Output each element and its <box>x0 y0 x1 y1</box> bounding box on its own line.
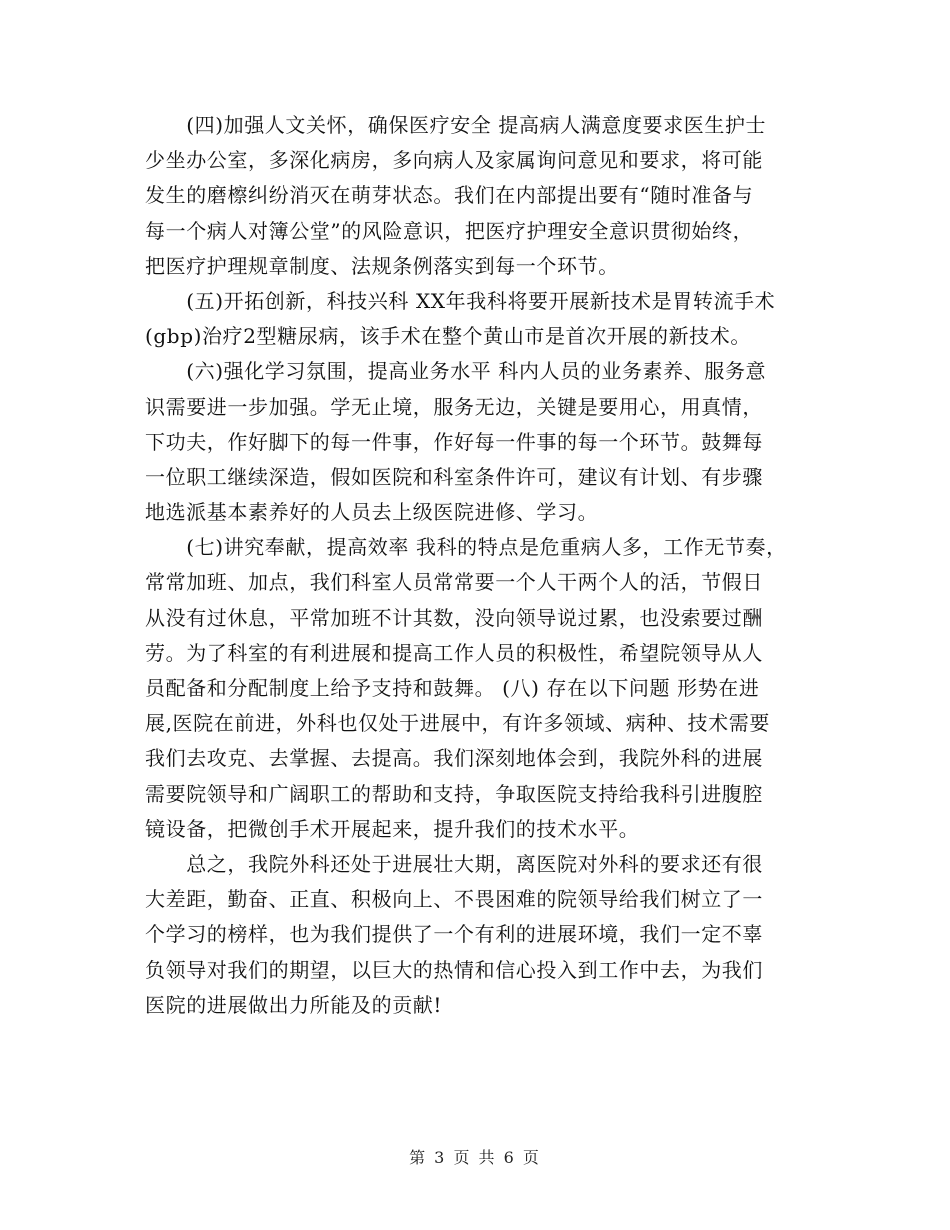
text-line: 每一个病人对簿公堂”的风险意识，把医疗护理安全意识贯彻始终， <box>145 218 754 243</box>
text-line: 从没有过休息，平常加班不计其数，没向领导说过累，也没索要过酬 <box>145 605 763 630</box>
text-line: 大差距，勤奋、正直、积极向上、不畏困难的院领导给我们树立了一 <box>145 887 763 912</box>
text-line: 展,医院在前进，外科也仅处于进展中，有许多领域、病种、技术需要 <box>145 711 770 736</box>
text-line: 下功夫，作好脚下的每一件事，作好每一件事的每一个环节。鼓舞每 <box>145 429 763 454</box>
document-body <box>145 108 830 1023</box>
text-line: (五)开拓创新，科技兴科 XX年我科将要开展新技术是胃转流手术 <box>145 288 776 313</box>
page-number-footer: 第 3 页 共 6 页 <box>409 1148 541 1167</box>
text-line: 劳。为了科室的有利进展和提高工作人员的积极性，希望院领导从人 <box>145 640 763 665</box>
text-line: 地选派基本素养好的人员去上级医院进修、学习。 <box>145 500 599 525</box>
text-line: 少坐办公室，多深化病房，多向病人及家属询问意见和要求，将可能 <box>145 148 763 173</box>
text-line: 识需要进一步加强。学无止境，服务无边，关键是要用心，用真情， <box>145 394 763 419</box>
text-line: (七)讲究奉献，提高效率 我科的特点是危重病人多，工作无节奏， <box>145 535 787 560</box>
text-line: 个学习的榜样，也为我们提供了一个有利的进展环境，我们一定不辜 <box>145 922 763 947</box>
text-line: (gbp)治疗2型糖尿病，该手术在整个黄山市是首次开展的新技术。 <box>145 324 751 349</box>
text-line: 员配备和分配制度上给予支持和鼓舞。 (八) 存在以下问题 形势在进 <box>145 676 760 700</box>
text-line: 总之，我院外科还处于进展壮大期，离医院对外科的要求还有很 <box>145 851 763 876</box>
text-line: 镜设备，把微创手术开展起来，提升我们的技术水平。 <box>145 816 640 841</box>
text-line: (四)加强人文关怀，确保医疗安全 提高病人满意度要求医生护士 <box>145 113 767 137</box>
text-line: 医院的进展做出力所能及的贡献! <box>145 992 443 1017</box>
text-line: 一位职工继续深造，假如医院和科室条件许可，建议有计划、有步骤 <box>145 464 763 489</box>
text-line: 我们去攻克、去掌握、去提高。我们深刻地体会到，我院外科的进展 <box>145 746 763 771</box>
text-line: 负领导对我们的期望，以巨大的热情和信心投入到工作中去，为我们 <box>145 957 763 982</box>
text-line: 发生的磨檫纠纷消灭在萌芽状态。我们在内部提出要有“随时准备与 <box>145 183 754 208</box>
text-line: 把医疗护理规章制度、法规条例落实到每一个环节。 <box>145 253 619 278</box>
text-line: (六)强化学习氛围，提高业务水平 科内人员的业务素养、服务意 <box>145 359 767 384</box>
text-line: 需要院领导和广阔职工的帮助和支持，争取医院支持给我科引进腹腔 <box>145 781 763 806</box>
text-line: 常常加班、加点，我们科室人员常常要一个人干两个人的活，节假日 <box>145 570 763 595</box>
